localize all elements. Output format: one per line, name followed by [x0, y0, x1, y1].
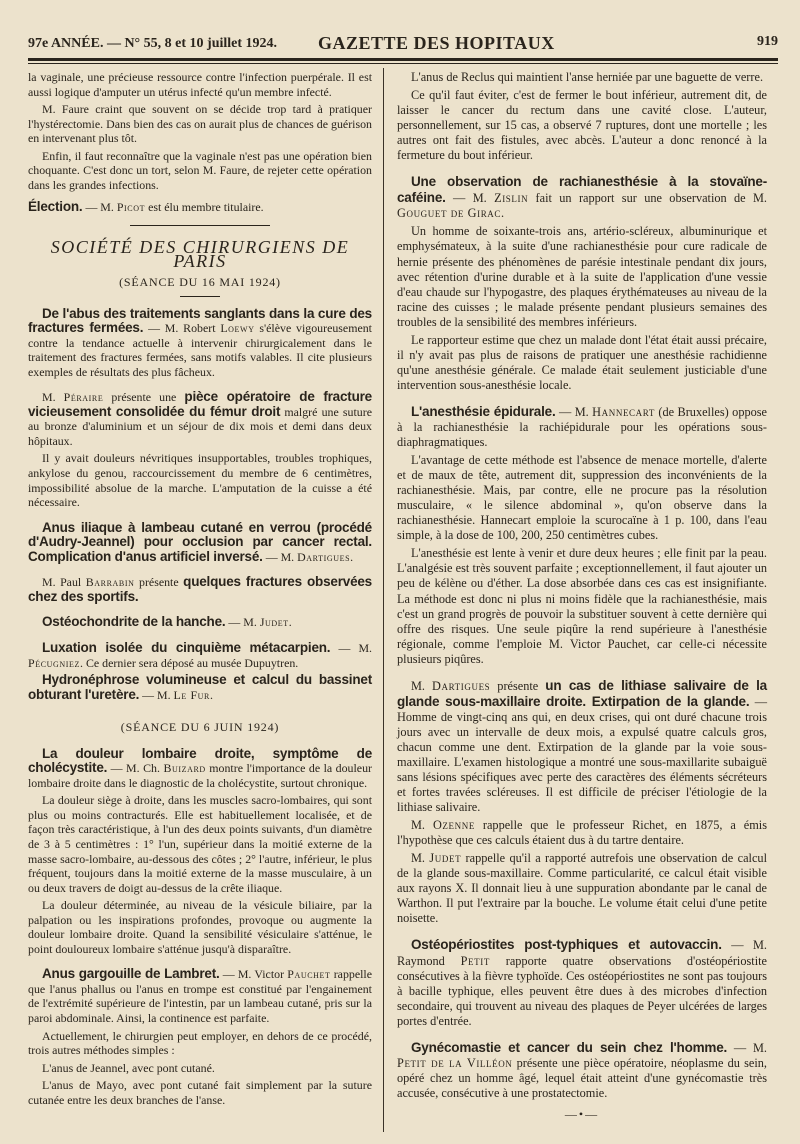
- paragraph: Ostéopériostites post-typhiques et autovaccin. — M. Raymond Petit rapporte quatre observations d'ostéopériostite consécutives à la fièvre typhoïde. Ces ostéopériostites ne sont pas toujours à bacille typhique, elles peuvent être dues à des microbes d'infection secondaire, qui trouvent au niveau des plaques de Peyer ulcérées de larges portes d'entrée.: [397, 937, 767, 1028]
- paragraph: L'anus de Jeannel, avec pont cutané.: [42, 1060, 215, 1075]
- paragraph: Gynécomastie et cancer du sein chez l'homme. — M. Petit de la Villéon présente une pièce opératoire, néoplasme du sein, opéré chez un homme âgé, lequel était atteint d'une gynécomastie très accusée, consécutive à une prostatectomie.: [397, 1039, 767, 1100]
- section-heading: un cas de lithiase salivaire de la glande sous-maxillaire droite. Extirpation de la glande.: [397, 677, 767, 709]
- paragraph: Ostéochondrite de la hanche. — M. Judet.: [42, 614, 292, 630]
- paragraph: L'avantage de cette méthode est l'absence de menace mortelle, d'alerte et de maux de tête, autrement dit, suppression des inconvénients de la rachianesthésie. Mais, par contre, elle ne procure pas la résolution musculaire, « le silence abdominal », qu'on observe dans la rachianesthésie. Hannecart emploie la scurocaïne à 1 p. 100, dans l'eau simple, à la dose de 100, 200, 250 centimètres cubes.: [397, 453, 767, 543]
- column-divider: [383, 68, 384, 1132]
- header-rule-thin: [28, 63, 778, 64]
- paragraph: La douleur lombaire droite, symptôme de cholécystite. — M. Ch. Buizard montre l'importance de la douleur lombaire droite dans le diagnostic de la cholécystite, surtout chronique.: [28, 745, 372, 790]
- author-name: Picot: [116, 200, 146, 215]
- section-heading: Ostéochondrite de la hanche.: [42, 614, 226, 630]
- author-name: M. Faure: [42, 102, 89, 117]
- paragraph: Ce qu'il faut éviter, c'est de fermer le bout inférieur, autrement dit, de laisser le cancer du rectum dans une cavité close. L'auteur, personnellement, sur 15 cas, a observé 7 ruptures, dont une mortelle ; les autres ont fait des fistules, avec abcès. L'auteur a donc renoncé à la fermeture du bout inférieur.: [397, 88, 767, 163]
- section-heading: Anus iliaque à lambeau cutané en verrou (procédé d'Audry-Jeannel) pour occlusion par cancer rectal. Complication d'anus artificiel inversé.: [28, 519, 372, 564]
- section-heading: pièce opératoire de fracture vicieusement consolidée du fémur droit: [28, 389, 372, 419]
- paragraph: M. Dartigues présente un cas de lithiase salivaire de la glande sous-maxillaire droite. Extirpation de la glande. — Homme de vingt-cinq ans qui, en deux crises, qui ont duré chacune trois jours avec un intervalle de deux mois, a expulsé quatre calculs gros, chacun comme une dent. Extirpation de la glande par la voie sous-maxillaire. L'examen histologique a montré une sous-maxillarite subaiguë sans lésions spécifiques avec perte des caractères des éléments sécréteurs et fortes travées scléreuses. Il est difficile de préciser l'étiologie de la lithiase salivaire.: [397, 677, 768, 815]
- paragraph: De l'abus des traitements sanglants dans la cure des fractures fermées. — M. Robert Loewy s'élève vigoureusement contre la tendance actuelle à intervenir chirurgicalement dans le traitement des fractures fermées, sans motifs valables. Il cite plusieurs exemples de résultats des plus fâcheux.: [28, 305, 372, 379]
- paragraph: Anus iliaque à lambeau cutané en verrou (procédé d'Audry-Jeannel) pour occlusion par cancer rectal. Complication d'anus artificiel inversé. — M. Dartigues.: [28, 519, 372, 564]
- author-name: Dartigues: [432, 678, 491, 693]
- paragraph: M. Ozenne rappelle que le professeur Richet, en 1875, a émis l'hypothèse que ces calculs étaient dus à du tartre dentaire.: [397, 818, 767, 848]
- paragraph: L'anesthésie épidurale. — M. Hannecart (de Bruxelles) oppose à la rachianesthésie la rachiépidurale pour les opérations sous-diaphragmatiques.: [397, 403, 768, 450]
- paragraph: L'anesthésie est lente à venir et dure deux heures ; elle finit par la peau. L'analgésie est très souvent parfaite ; exceptionnellement, il faut ajouter un peu de kélène ou d'éther. La dose absorbée dans ces cas est insignifiante. La méthode est donc ni plus ni moins fidèle que la rachianesthésie, mais c'est un grand progrès de pouvoir la substituer souvent à cette dernière qui offre des risques. Une seule piqûre la rend supérieure à l'anesthésie régionale, comme l'emploie M. Victor Pauchet, car celle-ci nécessite plusieurs piqûres.: [397, 546, 767, 666]
- paragraph: L'anus de Mayo, avec pont cutané fait simplement par la suture cutanée entre les deux branches de l'anse.: [28, 1078, 372, 1107]
- paragraph: la vaginale, une précieuse ressource contre l'infection puerpérale. Il est aussi logique d'amputer un utérus infecté qu'un membre infecté.: [28, 70, 372, 99]
- author-name: Buizard: [163, 761, 206, 776]
- paragraph: M. Faure craint que souvent on se décide trop tard à pratiquer l'hystérectomie. Dans bien des cas on aurait plus de chances de guérison en intervenant plus tôt.: [28, 102, 372, 146]
- section-heading: Luxation isolée du cinquième métacarpien.: [42, 639, 331, 655]
- paragraph: La douleur siège à droite, dans les muscles sacro-lombaires, qui sont plus ou moins contracturés. Elle est habituellement localisée, et de façon très caractéristique, à l'un des deux points suivants, d'un diamètre de 3 à 5 centimètres : 1° l'un, supérieur dans la moitié externe de la masse sacro-lombaire, au-dessous des côtes ; 2° l'autre, inférieur, le plus fréquent, toujours dans la moitié externe de la masse musculaire, à un ou deux travers de doigt au-dessus de la crête iliaque.: [28, 793, 372, 895]
- paragraph: M. Péraire présente une pièce opératoire de fracture vicieusement consolidée du fémur droit malgré une suture au bronze d'aluminium et un séjour de dix mois et demi dans deux hôpitaux.: [28, 389, 372, 448]
- paragraph: Anus gargouille de Lambret. — M. Victor Pauchet rappelle que l'anus phallus ou l'anus en trompe est constitué par l'engainement de l'extrémité supérieure de l'intestin, par un lambeau cutané, pris sur la paroi abdominale. Ainsi, la continence est parfaite.: [28, 966, 373, 1025]
- section-heading: De l'abus des traitements sanglants dans la cure des fractures fermées.: [28, 305, 372, 336]
- author-name: Hannecart: [592, 404, 655, 419]
- paragraph: Il y avait douleurs névritiques insupportables, troubles trophiques, ankylose du genou, raccourcissement du membre de 6 centimètres, impossibilité absolue de la marche. L'amputation de la cuisse a été nécessaire.: [28, 451, 372, 510]
- paragraph: Le rapporteur estime que chez un malade dont l'état était aussi précaire, il n'y avait pas plus de raisons de pratiquer une anesthésie rachidienne qu'une anesthésie générale. Ce malade était seulement justiciable d'une intervention sous-anesthésie locale.: [397, 332, 767, 392]
- short-rule: [180, 296, 220, 297]
- section-heading: Gynécomastie et cancer du sein chez l'homme.: [411, 1039, 728, 1055]
- section-heading: Hydronéphrose volumineuse et calcul du bassinet obturant l'uretère.: [28, 672, 372, 702]
- header-rule: [28, 58, 778, 61]
- author-name: Dartigues: [297, 549, 351, 564]
- election-paragraph: Élection. — M. Picot est élu membre titulaire.: [28, 199, 264, 215]
- author-name: Gouguet de Girac: [397, 206, 502, 221]
- paragraph: Une observation de rachianesthésie à la stovaïne-caféine. — M. Zislin fait un rapport sur une observation de M. Gouguet de Girac.: [397, 174, 768, 221]
- paragraph: L'anus de Reclus qui maintient l'anse herniée par une baguette de verre.: [411, 70, 764, 84]
- paragraph: M. Judet rappelle qu'il a rapporté autrefois une observation de calcul de la glande sous-maxillaire. Comme particularité, ce calcul était visible aux rayons X. Il donnait lieu à une suppuration abondante par le canal de Warthon. Il put l'extraire par la bouche. Le volume était celui d'une petite noisette.: [397, 851, 767, 926]
- paragraph: Hydronéphrose volumineuse et calcul du bassinet obturant l'uretère. — M. Le Fur.: [28, 672, 372, 702]
- section-heading: Une observation de rachianesthésie à la stovaïne-caféine.: [397, 174, 767, 206]
- paragraph: Un homme de soixante-trois ans, artério-scléreux, albuminurique et emphysémateux, à la suite d'une rachianesthésie pour cure radicale de hernie présente des phénomènes de parésie intestinale pendant dix jours, avec rétention d'urine durable et à la suite de l'application d'une vessie d'eau chaude sur l'hypogastre, des plaques érythémateuses au niveau de la racine des cuisses ; le malade présente pendant plusieurs semaines des troubles de la sensibilité des membres inférieurs.: [397, 224, 767, 329]
- author-name: Le Fur: [173, 687, 210, 702]
- author-name: Barrabin: [85, 575, 135, 590]
- author-name: Péraire: [63, 390, 104, 405]
- paragraph: Enfin, il faut reconnaître que la vaginale n'est pas une opération bien choquante. C'est donc un tort, selon M. Faure, de rejeter cette opération dans les grandes infections.: [28, 148, 372, 192]
- paragraph: Actuellement, le chirurgien peut employer, en dehors de ce procédé, trois autres méthodes simples :: [28, 1028, 372, 1058]
- issue-line: 97e ANNÉE. — N° 55, 8 et 10 juillet 1924.: [28, 36, 278, 51]
- author-name: Loewy: [220, 321, 255, 336]
- page-number: 919: [757, 34, 778, 49]
- section-heading: La douleur lombaire droite, symptôme de cholécystite.: [28, 745, 372, 776]
- paragraph: M. Paul Barrabin présente quelques fractures observées chez des sportifs.: [28, 574, 372, 604]
- author-name: Judet: [429, 851, 462, 866]
- end-ornament: —•—: [564, 1106, 600, 1121]
- author-name: Zislin: [494, 191, 529, 206]
- society-title: SOCIÉTÉ DES CHIRURGIENS DE PARIS: [50, 236, 350, 272]
- section-rule: [130, 225, 270, 226]
- section-heading: Élection.: [28, 199, 83, 215]
- section-heading: Anus gargouille de Lambret.: [42, 966, 220, 982]
- section-heading: quelques fractures observées chez des sportifs.: [28, 574, 372, 604]
- session-date: (SÉANCE DU 6 JUIN 1924): [120, 720, 280, 735]
- section-heading: Ostéopériostites post-typhiques et autovaccin.: [411, 937, 722, 953]
- page-header: [28, 28, 778, 58]
- session-date: (SÉANCE DU 16 MAI 1924): [119, 275, 281, 290]
- paragraph: Luxation isolée du cinquième métacarpien. — M. Pécugniez. Ce dernier sera déposé au musée Dupuytren.: [28, 639, 373, 670]
- journal-title: GAZETTE DES HOPITAUX: [318, 33, 555, 53]
- paragraph: La douleur déterminée, au niveau de la vésicule biliaire, par la palpation ou les inspirations profondes, provoque ou augmente la douleur lombaire droite. Quand la sensibilité vésiculaire s'atténue, le point douloureux lombaire s'atténue jusqu'à disparaître.: [28, 898, 372, 956]
- right-column: [397, 70, 767, 1122]
- author-name: Judet: [259, 615, 289, 630]
- author-name: Ozenne: [432, 818, 475, 833]
- author-name: Petit de la Villéon: [397, 1055, 513, 1070]
- section-heading: L'anesthésie épidurale.: [411, 403, 556, 419]
- author-name: Pécugniez: [28, 655, 81, 670]
- left-column: [28, 70, 372, 1110]
- author-name: Petit: [460, 953, 490, 968]
- author-name: Pauchet: [287, 967, 331, 982]
